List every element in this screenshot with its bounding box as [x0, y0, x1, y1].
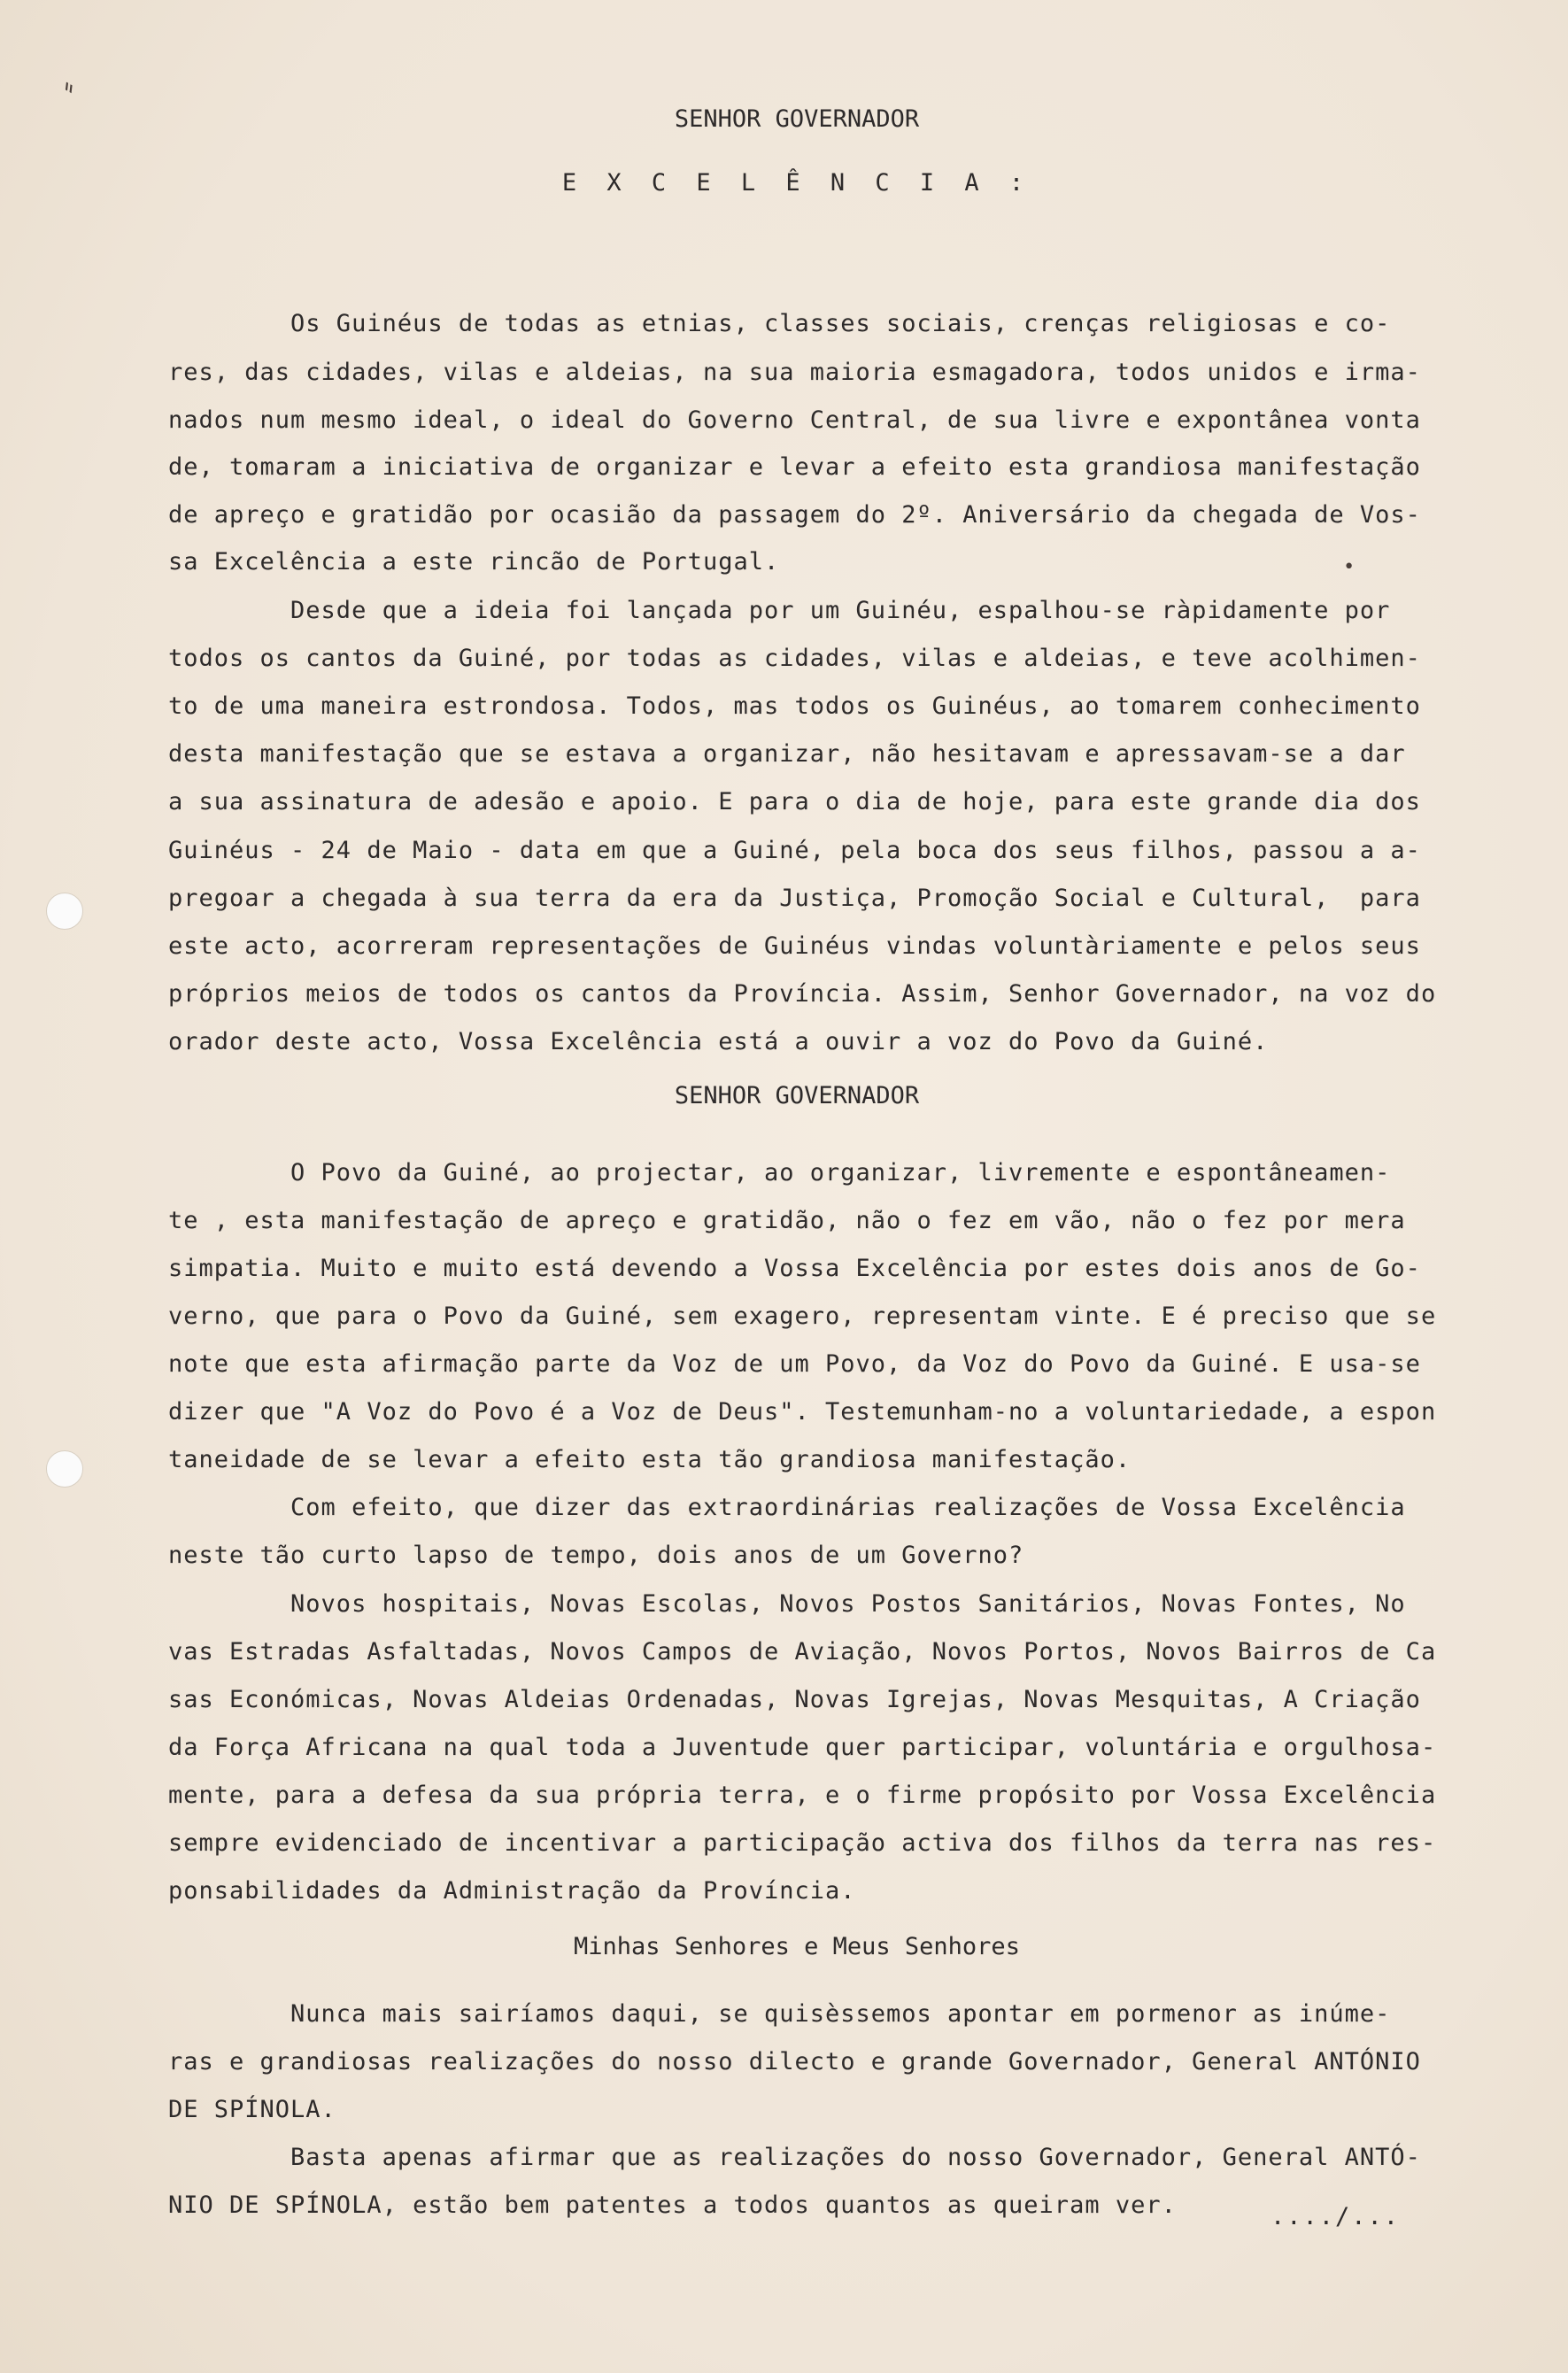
text-line: Com efeito, que dizer das extraordinárias realizações de Vossa Excelência: [168, 1494, 1406, 1521]
text-line: desta manifestação que se estava a organizar, não hesitavam e apressavam-se a dar: [168, 740, 1406, 768]
text-line: Basta apenas afirmar que as realizações do nosso Governador, General ANTÓ-: [168, 2144, 1421, 2171]
text-line: orador deste acto, Vossa Excelência está a ouvir a voz do Povo da Guiné.: [168, 1028, 1269, 1055]
text-line: da Força Africana na qual toda a Juventude quer participar, voluntária e orgulhosa-: [168, 1734, 1437, 1761]
text-line: NIO DE SPÍNOLA, estão bem patentes a todos quantos as queiram ver.: [168, 2191, 1177, 2219]
text-line: a sua assinatura de adesão e apoio. E para o dia de hoje, para este grande dia dos: [168, 788, 1421, 815]
text-line: pregoar a chegada à sua terra da era da Justiça, Promoção Social e Cultural, para: [168, 885, 1421, 912]
text-line: vas Estradas Asfaltadas, Novos Campos de Aviação, Novos Portos, Novos Bairros de Ca: [168, 1638, 1437, 1666]
text-line: to de uma maneira estrondosa. Todos, mas todos os Guinéus, ao tomarem conhecimento: [168, 692, 1421, 720]
text-line: verno, que para o Povo da Guiné, sem exagero, representam vinte. E é preciso que se: [168, 1302, 1437, 1330]
text-line: nados num mesmo ideal, o ideal do Governo Central, de sua livre e expontânea vonta: [168, 406, 1421, 434]
punch-hole-top: [46, 893, 83, 930]
section-heading: SENHOR GOVERNADOR: [674, 1082, 920, 1109]
text-line: sempre evidenciado de incentivar a participação activa dos filhos da terra nas res-: [168, 1829, 1437, 1857]
text-line: taneidade de se levar a efeito esta tão grandiosa manifestação.: [168, 1446, 1132, 1473]
text-line: note que esta afirmação parte da Voz de um Povo, da Voz do Povo da Guiné. E usa-se: [168, 1350, 1421, 1378]
stain-mark: ⸗: [50, 72, 85, 102]
text-line: este acto, acorreram representações de Guinéus vindas voluntàriamente e pelos seus: [168, 932, 1421, 960]
text-line: Novos hospitais, Novas Escolas, Novos Postos Sanitários, Novas Fontes, No: [168, 1590, 1406, 1618]
text-line: res, das cidades, vilas e aldeias, na sua maioria esmagadora, todos unidos e irma-: [168, 359, 1421, 386]
continuation-mark: ..../...: [1271, 2203, 1401, 2230]
text-line: todos os cantos da Guiné, por todas as cidades, vilas e aldeias, e teve acolhimen-: [168, 645, 1421, 672]
text-line: O Povo da Guiné, ao projectar, ao organizar, livremente e espontâneamen-: [168, 1159, 1391, 1186]
ink-blot: •: [1343, 556, 1356, 578]
text-line: ponsabilidades da Administração da Província.: [168, 1877, 856, 1905]
text-line: sa Excelência a este rincão de Portugal.: [168, 548, 780, 576]
text-line: Nunca mais sairíamos daqui, se quisèssemos apontar em pormenor as inúme-: [168, 2000, 1391, 2028]
text-line: neste tão curto lapso de tempo, dois anos de um Governo?: [168, 1542, 1024, 1569]
text-line: DE SPÍNOLA.: [168, 2096, 336, 2123]
section-heading: Minhas Senhores e Meus Senhores: [574, 1933, 1020, 1960]
text-line: dizer que "A Voz do Povo é a Voz de Deus". Testemunham-no a voluntariedade, a espon: [168, 1398, 1437, 1426]
page-subtitle: E X C E L Ê N C I A :: [561, 169, 1032, 197]
punch-hole-bottom: [46, 1450, 83, 1488]
text-line: mente, para a defesa da sua própria terra, e o firme propósito por Vossa Excelência: [168, 1782, 1437, 1809]
text-line: de apreço e gratidão por ocasião da passagem do 2º. Aniversário da chegada de Vos-: [168, 501, 1421, 529]
text-line: ras e grandiosas realizações do nosso dilecto e grande Governador, General ANTÓNIO: [168, 2048, 1421, 2075]
page-title: SENHOR GOVERNADOR: [674, 105, 920, 133]
text-line: simpatia. Muito e muito está devendo a Vossa Excelência por estes dois anos de Go-: [168, 1255, 1421, 1282]
text-line: te , esta manifestação de apreço e gratidão, não o fez em vão, não o fez por mera: [168, 1207, 1406, 1234]
text-line: próprios meios de todos os cantos da Província. Assim, Senhor Governador, na voz do: [168, 980, 1437, 1008]
text-line: de, tomaram a iniciativa de organizar e levar a efeito esta grandiosa manifestação: [168, 453, 1421, 481]
text-line: Guinéus - 24 de Maio - data em que a Guiné, pela boca dos seus filhos, passou a a-: [168, 837, 1421, 864]
text-line: Desde que a ideia foi lançada por um Guinéu, espalhou-se ràpidamente por: [168, 597, 1391, 624]
text-line: sas Económicas, Novas Aldeias Ordenadas, Novas Igrejas, Novas Mesquitas, A Criação: [168, 1686, 1421, 1713]
text-line: Os Guinéus de todas as etnias, classes sociais, crenças religiosas e co-: [168, 310, 1391, 337]
